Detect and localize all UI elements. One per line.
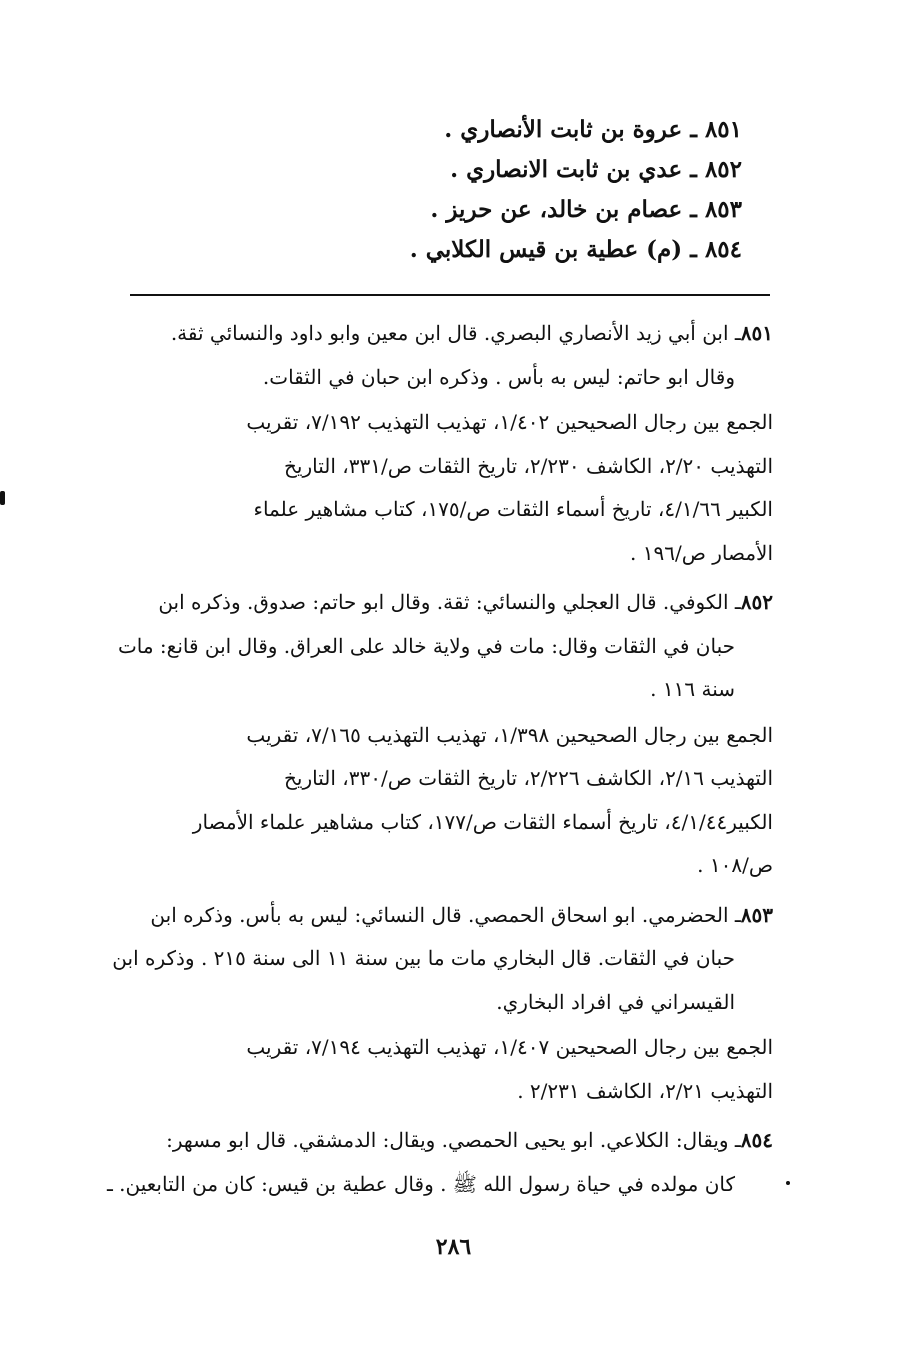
entry-853: ٨٥٣ ـ عصام بن خالد، عن حريز . [430,196,742,223]
source-line: الكبير٤/١/٤٤، تاريخ أسماء الثقات ص/١٧٧، كتاب مشاهير علماء الأمصار [192,809,773,834]
footnote-text: وقال ابو حاتم: ليس به بأس . وذكره ابن حبان في الثقات. [262,364,735,389]
footnotes [75,312,773,1212]
footnote-divider [130,294,770,296]
entry-854: ٨٥٤ ـ (م) عطية بن قيس الكلابي . [409,236,742,263]
footnote-number: ٨٥٤ [740,1128,773,1152]
footnote-0 [75,312,773,575]
footnote-text: القيسراني في افراد البخاري. [496,989,735,1014]
footnote-text: حبان في الثقات. قال البخاري مات ما بين سنة ١١ الى سنة ٢١٥ . وذكره ابن [112,946,735,970]
footnote-text: ـ الحضرمي. ابو اسحاق الحمصي. قال النسائي: ليس به بأس. وذكره ابن [150,902,741,927]
footnote-2 [75,894,773,1114]
sources-block [75,1026,773,1113]
footnote-number: ٨٥١ [740,321,773,345]
source-line: ص/١٠٨ . [697,853,773,877]
source-line: التهذيب ٢/٢٠، الكاشف ٢/٢٣٠، تاريخ الثقات ص/٣٣١، التاريخ [283,453,773,478]
footnote-line [75,312,773,356]
entry-list [182,110,742,270]
footnote-number: ٨٥٢ [740,590,773,614]
footnote-line [75,625,773,669]
source-line: الجمع بين رجال الصحيحين ١/٤٠٧، تهذيب التهذيب ٧/١٩٤، تقريب [246,1035,773,1059]
footnote-text: ـ ويقال: الكلاعي. ابو يحيى الحمصي. ويقال: الدمشقي. قال ابو مسهر: [166,1128,741,1152]
margin-mark [0,491,5,505]
footnote-text: ـ ابن أبي زيد الأنصاري البصري. قال ابن معين وابو داود والنسائي ثقة. [170,321,741,345]
stray-dot [786,1181,790,1185]
footnote-1 [75,581,773,888]
source-line: الجمع بين رجال الصحيحين ١/٤٠٢، تهذيب التهذيب ٧/١٩٢، تقريب [246,410,773,434]
footnote-text: حبان في الثقات وقال: مات في ولاية خالد على العراق. وقال ابن قانع: مات [117,633,735,658]
footnote-text: ـ الكوفي. قال العجلي والنسائي: ثقة. وقال ابو حاتم: صدوق. وذكره ابن [158,590,741,614]
footnote-3 [75,1119,773,1206]
source-line: الكبير ٤/١/٦٦، تاريخ أسماء الثقات ص/١٧٥، كتاب مشاهير علماء [253,497,773,521]
sources-block [75,714,773,888]
footnote-line [75,356,773,400]
source-line: التهذيب ٢/٢١، الكاشف ٢/٢٣١ . [517,1078,773,1103]
footnote-line [75,937,773,981]
source-line: الجمع بين رجال الصحيحين ١/٣٩٨، تهذيب التهذيب ٧/١٦٥، تقريب [246,722,773,747]
footnote-line [75,1163,773,1207]
footnote-text: سنة ١١٦ . [650,677,735,701]
page-number: ٢٨٦ [435,1234,472,1260]
footnote-line [75,581,773,625]
sources-block [75,401,773,575]
source-line: الأمصار ص/١٩٦ . [630,540,773,565]
footnote-line [75,981,773,1025]
entry-852: ٨٥٢ ـ عدي بن ثابت الانصاري . [450,156,742,183]
footnote-number: ٨٥٣ [740,902,773,927]
footnote-line [75,1119,773,1163]
source-line: التهذيب ٢/١٦، الكاشف ٢/٢٢٦، تاريخ الثقات ص/٣٣٠، التاريخ [283,766,773,790]
footnote-line [75,668,773,712]
footnote-line [75,894,773,938]
entry-851: ٨٥١ ـ عروة بن ثابت الأنصاري . [444,116,742,143]
footnote-text: كان مولده في حياة رسول الله ﷺ . وقال عطية بن قيس: كان من التابعين. ـ [106,1171,735,1196]
